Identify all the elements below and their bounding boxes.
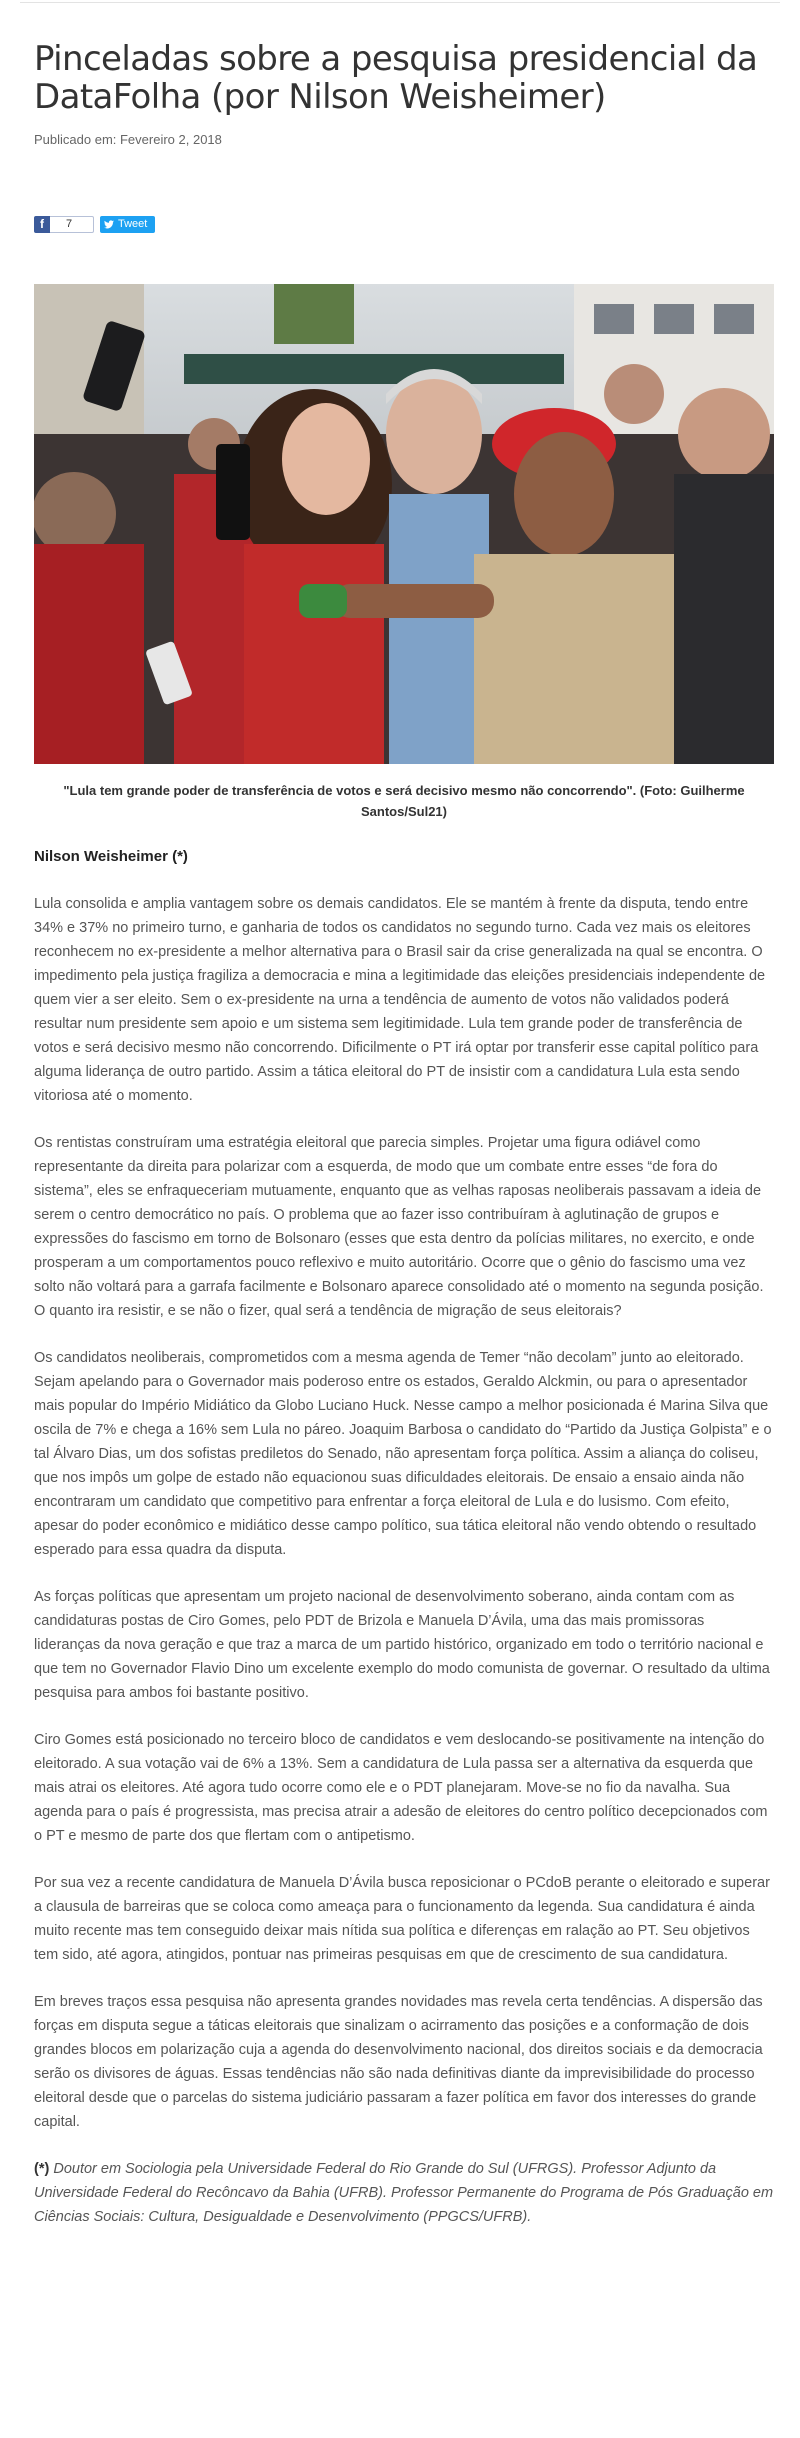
publish-date: Publicado em: Fevereiro 2, 2018 <box>34 132 222 147</box>
footnote-text: Doutor em Sociologia pela Universidade Federal do Rio Grande do Sul (UFRGS). Professor Adjunto da Universidade Federal do Recôncavo da Bahia (UFRB). Professor Permanente do Programa de Pós Graduação em Ciências Sociais: Cultura, Desigualdade e Desenvolvimento (PPGCS/UFRB). <box>34 2161 774 2225</box>
paragraph: Por sua vez a recente candidatura de Manuela D’Ávila busca reposicionar o PCdoB perante o eleitorado e superar a clausula de barreiras que se coloca como ameaça para o funcionamento da legenda. Sua candidatura é ainda muito recente mas tem conseguido deixar mais nítida sua política e diferenças em ralação ao PT. Seu objetivos tem sido, até agora, atingidos, pontuar nas primeiras pesquisas em que de crescimento de sua candidatura. <box>34 1875 770 1963</box>
top-divider <box>20 2 780 3</box>
article-body <box>34 892 774 2134</box>
paragraph: Os rentistas construíram uma estratégia eleitoral que parecia simples. Projetar uma figura odiável como representante da direita para polarizar com a esquerda, de modo que um combate entre esses “de fora do sistema”, eles se enfraqueceriam mutuamente, enquanto que as velhas raposas neoliberais passavam a ideia de serem o centro democrático no país. O problema que ao fazer isso contribuíram à aglutinação de grupos e expressões do fascismo em torno de Bolsonaro (esses que esta dentro da polícias militares, no exercito, e onde prosperam a um comportamentos pouco reflexivo e muito autoritário. Ocorre que o gênio do fascismo uma vez solto não voltará para a garrafa facilmente e Bolsonaro aparece consolidado até o momento na segunda posição. O quanto ira resistir, e se não o fizer, qual será a tendência de migração de seus eleitorais? <box>34 1135 764 1319</box>
tweet-button[interactable] <box>100 216 155 233</box>
footnote-marker: (*) <box>34 2161 50 2177</box>
paragraph: Ciro Gomes está posicionado no terceiro bloco de candidatos e vem deslocando-se positivamente na intenção do eleitorado. A sua votação vai de 6% a 13%. Sem a candidatura de Lula passa ser a alternativa da esquerda que mais atrai os eleitores. Até agora tudo ocorre como ele e o PDT planejaram. Move-se no fio da navalha. Sua agenda para o país é progressista, mas precisa atrair a adesão de eleitores do centro político decepcionados com o PT e mesmo de parte dos que flertam com o antipetismo. <box>34 1732 768 1844</box>
facebook-share-count: 7 <box>50 216 94 233</box>
facebook-share-button[interactable] <box>34 216 94 233</box>
crowd-photo-illustration <box>34 284 774 764</box>
paragraph: Os candidatos neoliberais, comprometidos com a mesma agenda de Temer “não decolam” junto ao eleitorado. Sejam apelando para o Governador mais poderoso entre os estados, Geraldo Alckmin, ou para o apresentador mais popular do Império Midiático da Globo Luciano Huck. Nesse campo a melhor posicionada é Marina Silva que oscila de 7% e chega a 16% sem Lula no páreo. Joaquim Barbosa o candidato do “Partido da Justiça Golpista” e o tal Álvaro Dias, um dos sofistas prediletos do Senado, não apresentam força política. Assim a aliança do coliseu, que nos impôs um golpe de estado não equacionou suas dificuldades eleitorais. De ensaio a ensaio ainda não encontraram um candidato que competitivo para enfrentar a força eleitoral de Lula e do lusismo. Com efeito, apesar do poder econômico e midiático desse campo político, sua tática eleitoral não vendo obtendo o resultado esperado para essa quadra da disputa. <box>34 1350 772 1558</box>
facebook-icon: f <box>34 216 50 233</box>
paragraph: Em breves traços essa pesquisa não apresenta grandes novidades mas revela certa tendências. A dispersão das forças em disputa segue a táticas eleitorais que sinalizam o acirramento das posições e a conformação de dois grandes blocos em polarização cuja a agenda do desenvolvimento nacional, dos direitos sociais e da democracia serão os divisores de águas. Essas tendências não são nada definitivas diante da imprevisibilidade do processo eleitoral desde que o parcelas do sistema judiciário passaram a fazer política em favor dos interesses do grande capital. <box>34 1994 763 2130</box>
share-bar <box>34 214 774 234</box>
photo-caption: "Lula tem grande poder de transferência de votos e será decisivo mesmo não concorrendo". (Foto: Guilherme Santos/Sul21) <box>63 783 745 819</box>
article <box>34 40 774 2229</box>
twitter-bird-icon <box>104 220 114 229</box>
paragraph: Lula consolida e amplia vantagem sobre os demais candidatos. Ele se mantém à frente da disputa, tendo entre 34% e 37% no primeiro turno, e ganharia de todos os candidatos no segundo turno. Cada vez mais os eleitores reconhecem no ex-presidente a melhor alternativa para o Brasil sair da crise generalizada na qual se encontra. O impedimento pela justiça fragiliza a democracia e mina a legitimidade das eleições presidenciais independente de quem vier a ser eleito. Sem o ex-presidente na urna a tendência de aumento de votos não validados poderá resultar num presidente sem apoio e um sistema sem legitimidade. Lula tem grande poder de transferência de votos e será decisivo mesmo não concorrendo. Dificilmente o PT irá optar por transferir esse capital político para alguma liderança de outro partido. Assim a tática eleitoral do PT de insistir com a candidatura Lula esta sendo vitoriosa até o momento. <box>34 896 766 1104</box>
paragraph: As forças políticas que apresentam um projeto nacional de desenvolvimento soberano, ainda contam com as candidaturas postas de Ciro Gomes, pelo PDT de Brizola e Manuela D’Ávila, uma das mais promissoras lideranças da nova geração e que traz a marca de um partido histórico, organizado em todo o território nacional e que tem no Governador Flavio Dino um excelente exemplo do modo comunista de governar. O resultado da ultima pesquisa para ambos foi bastante positivo. <box>34 1589 770 1701</box>
author-footnote <box>34 2157 774 2229</box>
tweet-label: Tweet <box>118 218 148 230</box>
article-photo <box>34 284 774 764</box>
article-title: Pinceladas sobre a pesquisa presidencial da DataFolha (por Nilson Weisheimer) <box>34 39 758 117</box>
author-name: Nilson Weisheimer (*) <box>34 848 188 865</box>
